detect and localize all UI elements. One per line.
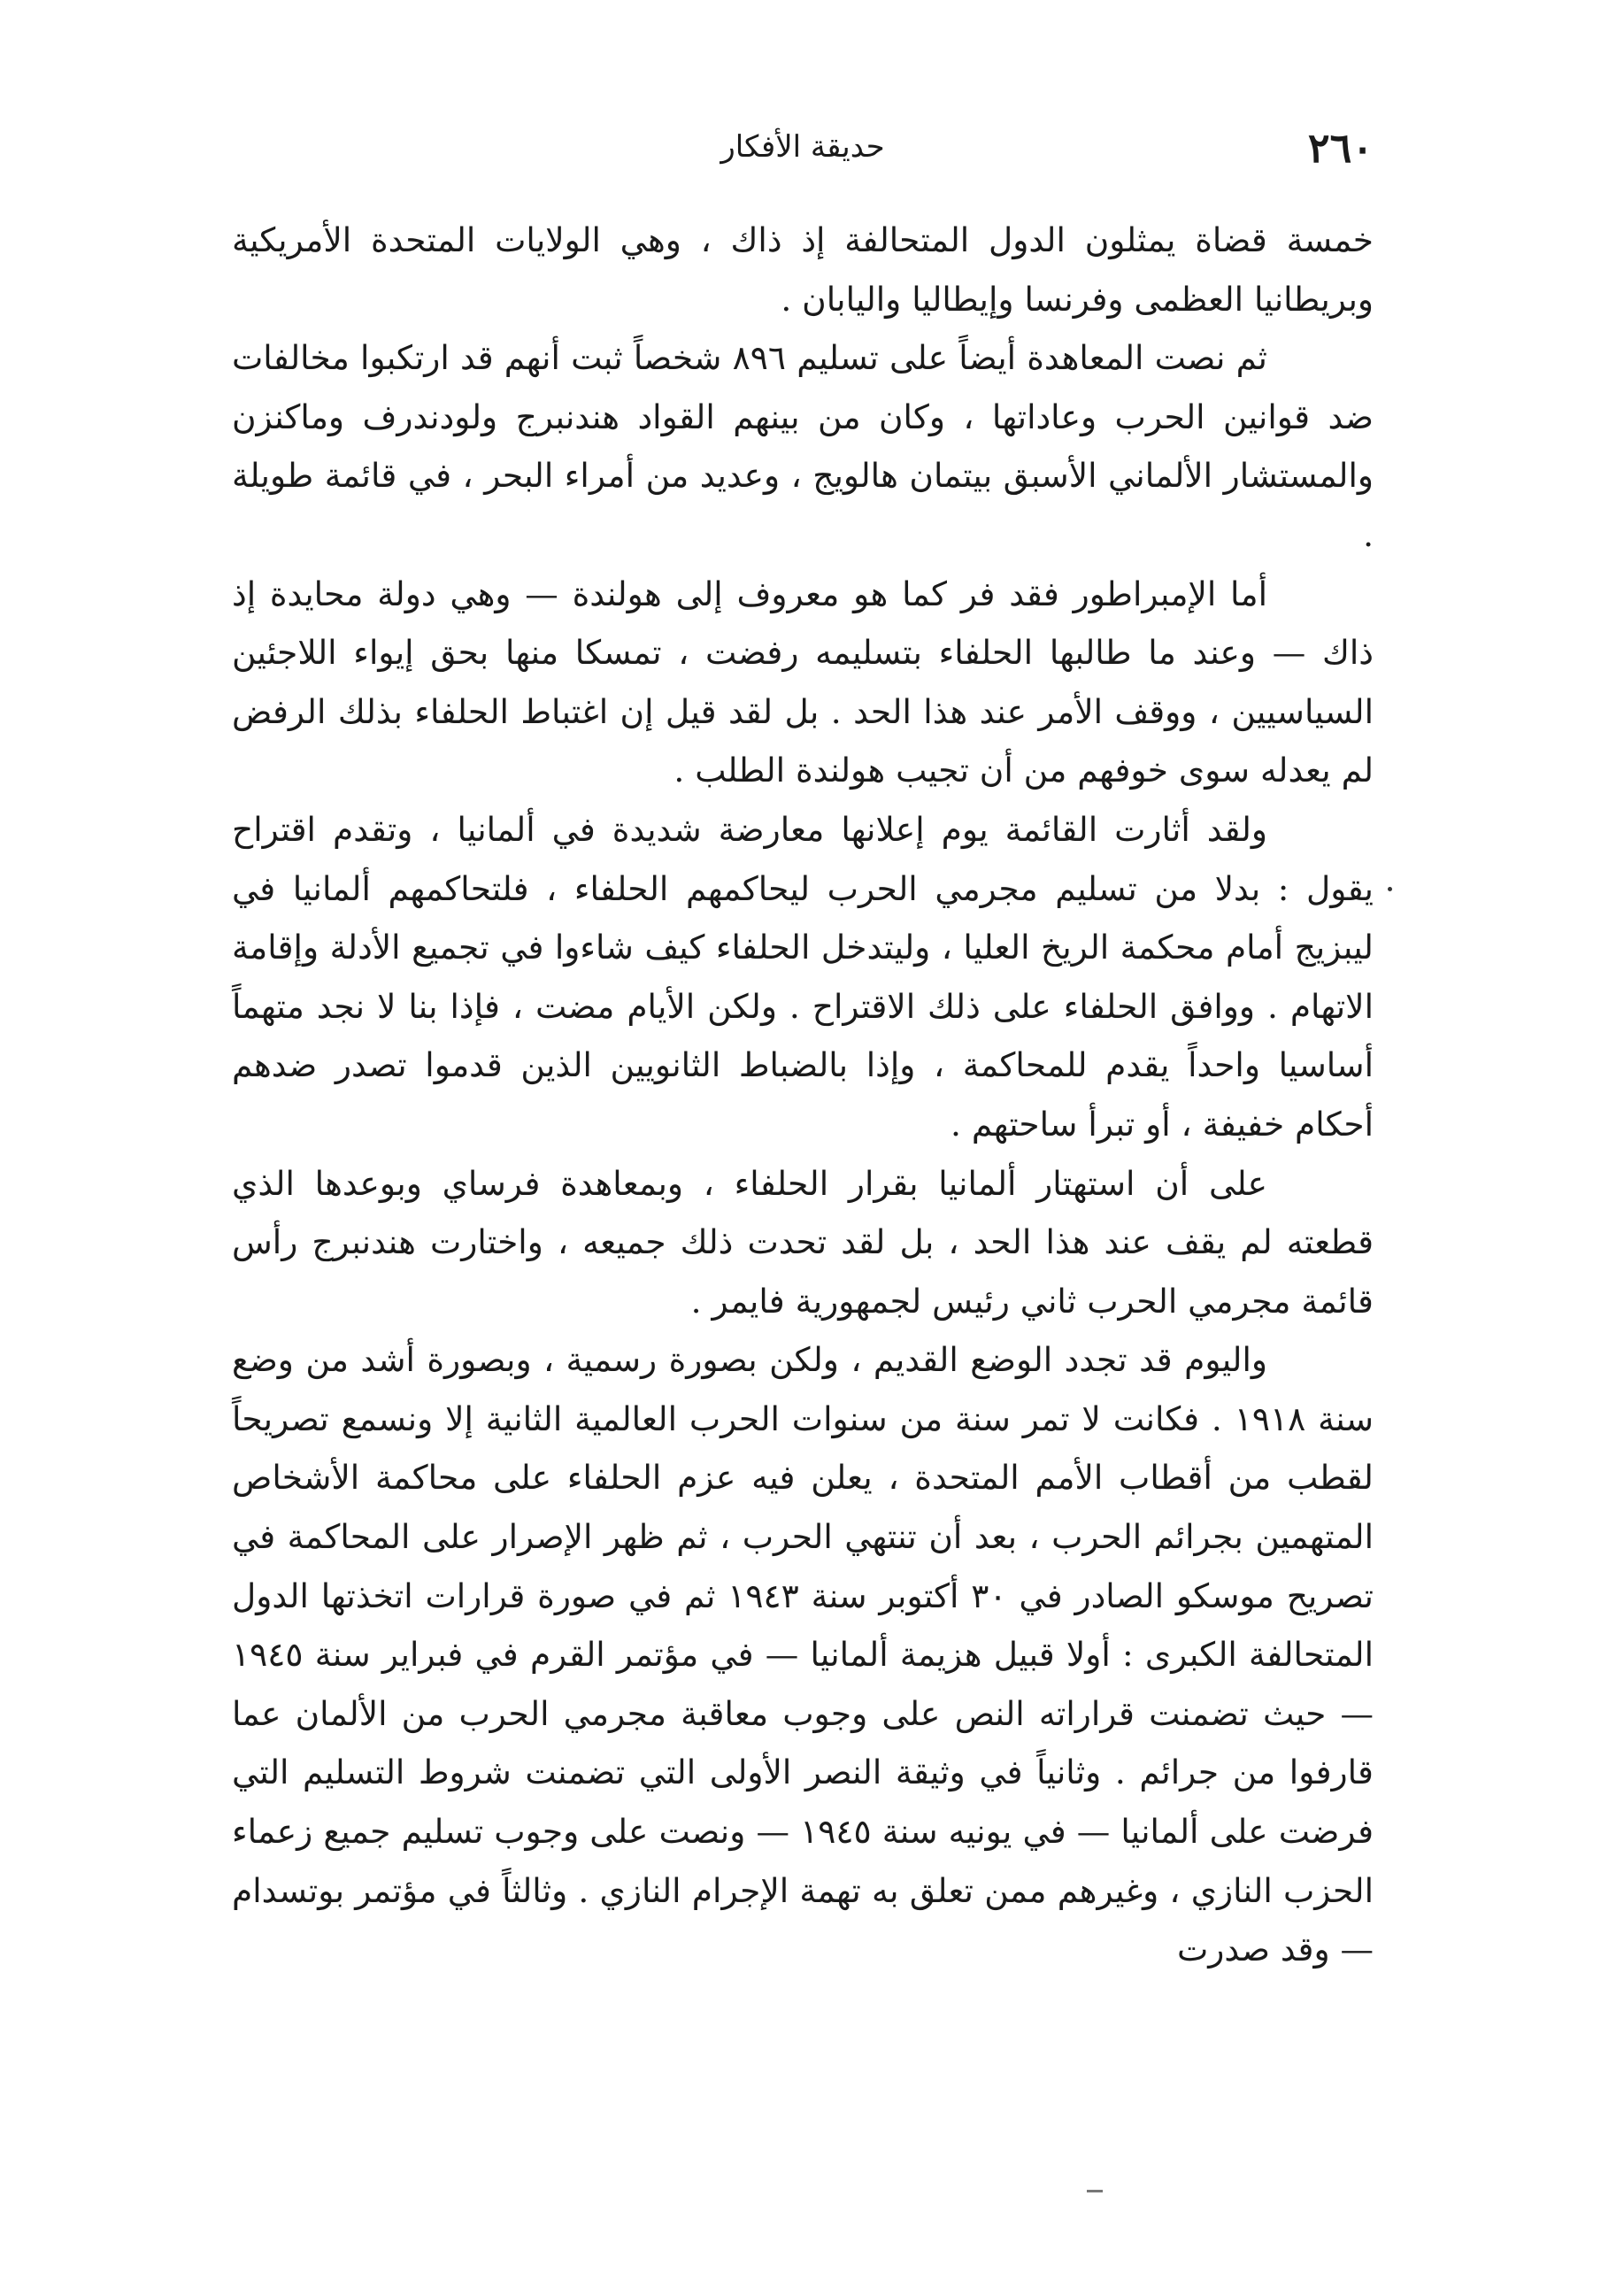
ink-speck [1087, 2190, 1103, 2192]
paragraph: ثم نصت المعاهدة أيضاً على تسليم ٨٩٦ شخصاً ثبت أنهم قد ارتكبوا مخالفات ضد قوانين الحرب وعاداتها ، وكان من بينهم القواد هندنبرج ولودندرف وماكنزن والمستشار الألماني الأسبق بيتمان هالويج ، وعديد من أمراء البحر ، في قائمة طويلة . [232, 338, 1374, 554]
book-title: حديقة الأفكار [720, 129, 885, 165]
body-text [232, 211, 1374, 1979]
paragraph: خمسة قضاة يمثلون الدول المتحالفة إذ ذاك ، وهي الولايات المتحدة الأمريكية وبريطانيا العظمى وفرنسا وإيطاليا واليابان . [232, 220, 1374, 319]
paragraph: على أن استهتار ألمانيا بقرار الحلفاء ، وبمعاهدة فرساي وبوعدها الذي قطعته لم يقف عند هذا الحد ، بل لقد تحدت ذلك جميعه ، واختارت هندنبرج رأس قائمة مجرمي الحرب ثاني رئيس لجمهورية فايمر . [232, 1163, 1374, 1321]
paragraph: ولقد أثارت القائمة يوم إعلانها معارضة شديدة في ألمانيا ، وتقدم اقتراح يقول : بدلا من تسليم مجرمي الحرب ليحاكمهم الحلفاء ، فلتحاكمهم ألمانيا في ليبزيج أمام محكمة الريخ العليا ، وليتدخل الحلفاء كيف شاءوا في تجميع الأدلة وإقامة الاتهام . ووافق الحلفاء على ذلك الاقتراح . ولكن الأيام مضت ، فإذا بنا لا نجد متهماً أساسيا واحداً يقدم للمحاكمة ، وإذا بالضباط الثانويين الذين قدموا تصدر ضدهم أحكام خفيفة ، أو تبرأ ساحتهم . [232, 809, 1374, 1144]
page-number: ٢٦٠ [1307, 124, 1374, 172]
ink-speck [1388, 887, 1392, 891]
paragraph: واليوم قد تجدد الوضع القديم ، ولكن بصورة رسمية ، وبصورة أشد من وضع سنة ١٩١٨ . فكانت لا تمر سنة من سنوات الحرب العالمية الثانية إلا ونسمع تصريحاً لقطب من أقطاب الأمم المتحدة ، يعلن فيه عزم الحلفاء على محاكمة الأشخاص المتهمين بجرائم الحرب ، بعد أن تنتهي الحرب ، ثم ظهر الإصرار على المحاكمة في تصريح موسكو الصادر في ٣٠ أكتوبر سنة ١٩٤٣ ثم في صورة قرارات اتخذتها الدول المتحالفة الكبرى : أولا قبيل هزيمة ألمانيا — في مؤتمر القرم في فبراير سنة ١٩٤٥ — حيث تضمنت قراراته النص على وجوب معاقبة مجرمي الحرب من الألمان عما قارفوا من جرائم . وثانياً في وثيقة النصر الأولى التي تضمنت شروط التسليم التي فرضت على ألمانيا — في يونيه سنة ١٩٤٥ — ونصت على وجوب تسليم جميع زعماء الحزب النازي ، وغيرهم ممن تعلق به تهمة الإجرام النازي . وثالثاً في مؤتمر بوتسدام — وقد صدرت [232, 1340, 1374, 1969]
paragraph: أما الإمبراطور فقد فر كما هو معروف إلى هولندة — وهي دولة محايدة إذ ذاك — وعند ما طالبها الحلفاء بتسليمه رفضت ، تمسكا منها بحق إيواء اللاجئين السياسيين ، ووقف الأمر عند هذا الحد . بل لقد قيل إن اغتباط الحلفاء بذلك الرفض لم يعدله سوى خوفهم من أن تجيب هولندة الطلب . [232, 574, 1374, 790]
running-head [232, 124, 1374, 186]
